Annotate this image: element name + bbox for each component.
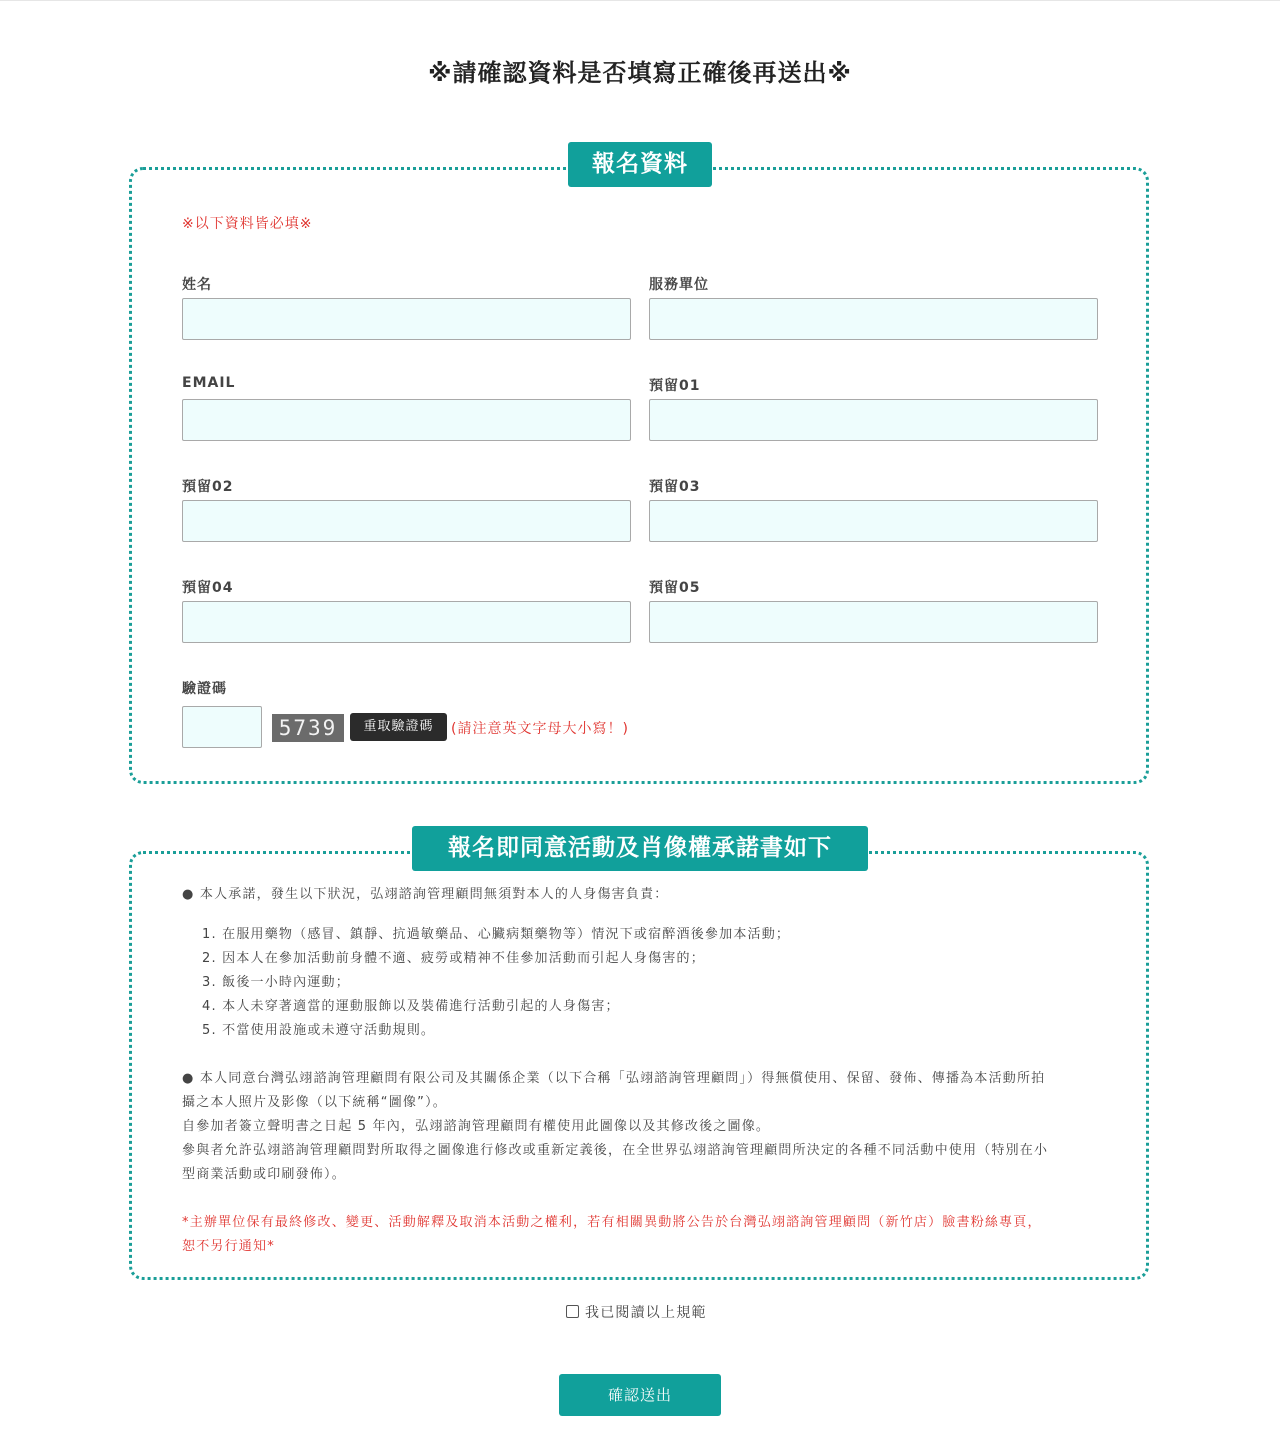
organization-input[interactable] bbox=[649, 298, 1098, 340]
name-input[interactable] bbox=[182, 298, 631, 340]
agreement-section-title: 報名即同意活動及肖像權承諾書如下 bbox=[412, 826, 868, 871]
captcha-case-note: (請注意英文字母大小寫！) bbox=[451, 721, 629, 737]
registration-section-title: 報名資料 bbox=[568, 142, 712, 187]
reserved03-input[interactable] bbox=[649, 500, 1098, 542]
reserved05-input[interactable] bbox=[649, 601, 1098, 643]
name-label: 姓名 bbox=[182, 277, 212, 293]
portrait-line: 自參加者簽立聲明書之日起 5 年內，弘翊諮詢管理顧問有權使用此圖像以及其修改後之圖像。 bbox=[182, 1119, 771, 1134]
email-label: EMAIL bbox=[182, 375, 236, 391]
agree-checkbox[interactable] bbox=[566, 1305, 579, 1318]
page-title: ※請確認資料是否填寫正確後再送出※ bbox=[428, 59, 852, 87]
portrait-line: ● 本人同意台灣弘翊諮詢管理顧問有限公司及其關係企業（以下合稱「弘翊諮詢管理顧問」）得無償使用、保留、發佈、傳播為本活動所拍 bbox=[182, 1071, 1046, 1086]
required-note: ※以下資料皆必填※ bbox=[182, 216, 313, 232]
reserved03-label: 預留03 bbox=[649, 479, 701, 495]
terms-item: 5. 不當使用設施或未遵守活動規則。 bbox=[202, 1023, 436, 1038]
terms-item: 1. 在服用藥物（感冒、鎮靜、抗過敏藥品、心臟病類藥物等）情況下或宿醉酒後參加本活動； bbox=[202, 927, 791, 942]
portrait-line: 攝之本人照片及影像（以下統稱“圖像”）。 bbox=[182, 1095, 447, 1110]
top-divider bbox=[0, 0, 1280, 1]
refresh-captcha-button[interactable]: 重取驗證碼 bbox=[350, 713, 447, 741]
portrait-line: 參與者允許弘翊諮詢管理顧問對所取得之圖像進行修改或重新定義後，在全世界弘翊諮詢管理顧問所決定的各種不同活動中使用（特別在小 bbox=[182, 1143, 1049, 1158]
organizer-notice-line: *主辦單位保有最終修改、變更、活動解釋及取消本活動之權利，若有相關異動將公告於台灣弘翊諮詢管理顧問（新竹店）臉書粉絲專頁， bbox=[182, 1215, 1042, 1230]
terms-intro: ● 本人承諾，發生以下狀況，弘翊諮詢管理顧問無須對本人的人身傷害負責： bbox=[182, 887, 669, 902]
terms-item: 4. 本人未穿著適當的運動服飾以及裝備進行活動引起的人身傷害； bbox=[202, 999, 620, 1014]
submit-button[interactable]: 確認送出 bbox=[559, 1374, 721, 1416]
organization-label: 服務單位 bbox=[649, 277, 709, 293]
reserved04-label: 預留04 bbox=[182, 580, 234, 596]
agreement-section bbox=[129, 835, 1149, 1280]
captcha-input[interactable] bbox=[182, 706, 262, 748]
registration-section bbox=[129, 151, 1149, 784]
reserved04-input[interactable] bbox=[182, 601, 631, 643]
reserved05-label: 預留05 bbox=[649, 580, 701, 596]
agree-checkbox-row[interactable] bbox=[566, 1302, 707, 1322]
captcha-image: 5739 bbox=[272, 714, 344, 742]
reserved01-input[interactable] bbox=[649, 399, 1098, 441]
terms-item: 3. 飯後一小時內運動； bbox=[202, 975, 350, 990]
email-input[interactable] bbox=[182, 399, 631, 441]
organizer-notice-line: 恕不另行通知* bbox=[182, 1239, 275, 1254]
reserved01-label: 預留01 bbox=[649, 378, 701, 394]
reserved02-label: 預留02 bbox=[182, 479, 234, 495]
captcha-label: 驗證碼 bbox=[182, 681, 227, 697]
terms-item: 2. 因本人在參加活動前身體不適、疲勞或精神不佳參加活動而引起人身傷害的； bbox=[202, 951, 705, 966]
portrait-line: 型商業活動或印刷發佈）。 bbox=[182, 1167, 346, 1182]
agree-checkbox-label: 我已閱讀以上規範 bbox=[585, 1305, 707, 1321]
reserved02-input[interactable] bbox=[182, 500, 631, 542]
